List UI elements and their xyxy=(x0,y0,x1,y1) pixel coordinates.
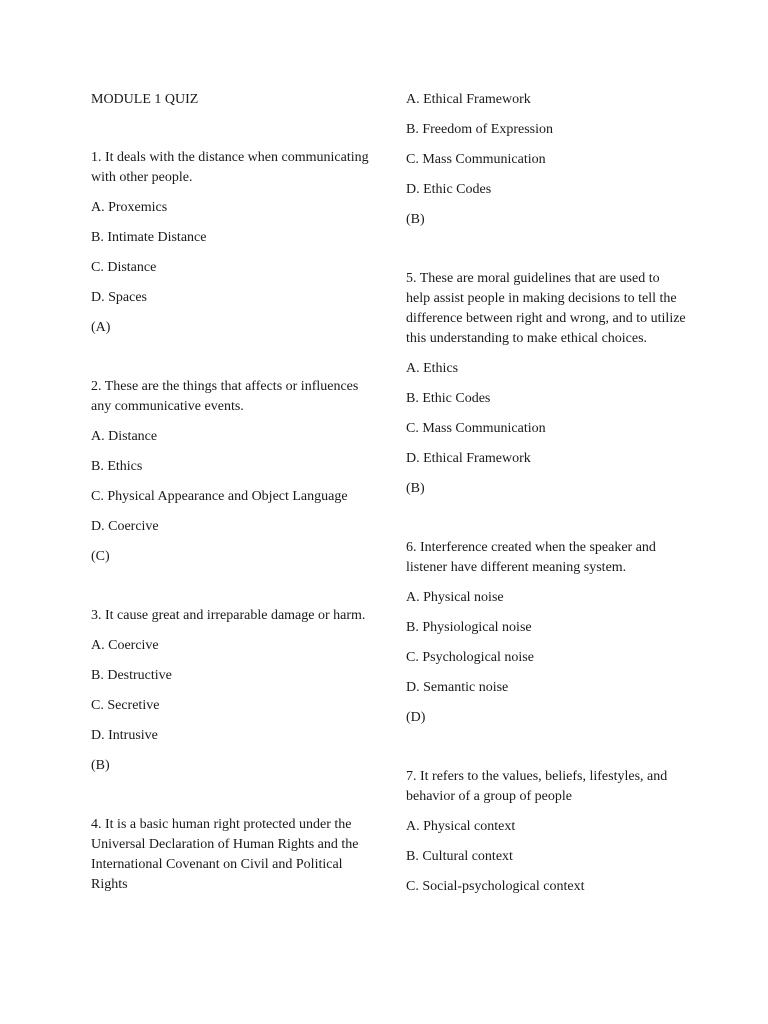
option-b: B. Physiological noise xyxy=(406,620,532,635)
option-c: C. Mass Communication xyxy=(406,152,546,167)
option-a: A. Ethics xyxy=(406,361,459,376)
option-c: C. Physical Appearance and Object Language xyxy=(91,489,348,504)
option-b: B. Ethics xyxy=(91,459,143,474)
question-block-1 xyxy=(91,148,371,338)
option-a: A. Proxemics xyxy=(91,200,168,215)
option-a: A. Physical noise xyxy=(406,590,504,605)
question-block-2 xyxy=(91,377,371,567)
option-d: D. Intrusive xyxy=(91,728,158,743)
question-block-3 xyxy=(91,606,371,776)
option-a: A. Distance xyxy=(91,429,158,444)
question-text: 3. It cause great and irreparable damage or harm. xyxy=(91,608,366,623)
question-text: 1. It deals with the distance when communicating with other people. xyxy=(91,150,369,185)
option-b: B. Destructive xyxy=(91,668,172,683)
question-text: 6. Interference created when the speaker and listener have different meaning system. xyxy=(406,540,656,575)
answer-key: (A) xyxy=(91,320,111,335)
left-column xyxy=(91,90,371,905)
option-d: D. Spaces xyxy=(91,290,147,305)
option-a: A. Ethical Framework xyxy=(406,92,531,107)
option-b: B. Ethic Codes xyxy=(406,391,491,406)
answer-key: (B) xyxy=(91,758,110,773)
question-block-5 xyxy=(406,269,686,499)
answer-key: (D) xyxy=(406,710,426,725)
question-text: 5. These are moral guidelines that are used to help assist people in making decisions to tell the difference between right and wrong, and to utilize this understanding to make ethical choices. xyxy=(406,271,686,346)
question-text: 7. It refers to the values, beliefs, lifestyles, and behavior of a group of people xyxy=(406,769,668,804)
question-block-7 xyxy=(406,767,686,897)
question-block-6 xyxy=(406,538,686,728)
answer-key: (C) xyxy=(91,549,110,564)
option-d: D. Semantic noise xyxy=(406,680,509,695)
answer-key: (B) xyxy=(406,481,425,496)
option-d: D. Ethic Codes xyxy=(406,182,492,197)
option-b: B. Cultural context xyxy=(406,849,513,864)
option-b: B. Freedom of Expression xyxy=(406,122,553,137)
option-b: B. Intimate Distance xyxy=(91,230,207,245)
option-a: A. Coercive xyxy=(91,638,159,653)
option-c: C. Psychological noise xyxy=(406,650,534,665)
option-c: C. Mass Communication xyxy=(406,421,546,436)
option-c: C. Secretive xyxy=(91,698,160,713)
right-column xyxy=(406,90,686,907)
option-d: D. Ethical Framework xyxy=(406,451,531,466)
question-block-4-continued xyxy=(406,90,686,230)
question-block-4 xyxy=(91,815,371,895)
option-a: A. Physical context xyxy=(406,819,516,834)
page-title: MODULE 1 QUIZ xyxy=(91,92,199,107)
question-text: 2. These are the things that affects or influences any communicative events. xyxy=(91,379,359,414)
answer-key: (B) xyxy=(406,212,425,227)
option-c: C. Social-psychological context xyxy=(406,879,585,894)
question-text: 4. It is a basic human right protected under the Universal Declaration of Human Rights and the International Covenant on Civil and Political Rights xyxy=(91,817,359,892)
option-c: C. Distance xyxy=(91,260,157,275)
option-d: D. Coercive xyxy=(91,519,159,534)
